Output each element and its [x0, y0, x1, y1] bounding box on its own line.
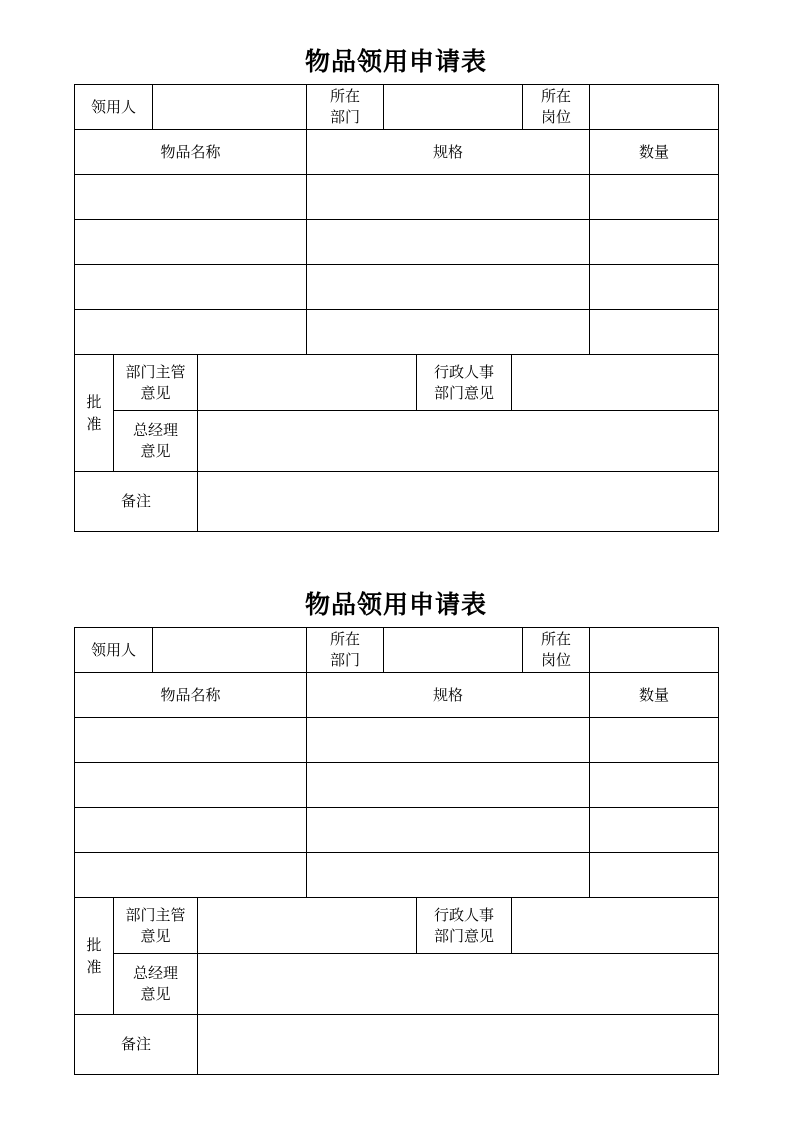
item-row [75, 763, 719, 808]
gm-opinion-label: 总经理 意见 [114, 411, 198, 472]
column-header-item-name: 物品名称 [75, 130, 307, 175]
item-spec-cell[interactable] [307, 220, 590, 265]
remarks-label: 备注 [75, 472, 198, 532]
approval-label: 批 准 [75, 898, 114, 1015]
column-header-qty: 数量 [590, 673, 719, 718]
item-qty-cell[interactable] [590, 763, 719, 808]
position-field[interactable] [590, 628, 719, 673]
item-name-cell[interactable] [75, 853, 307, 898]
item-name-cell[interactable] [75, 265, 307, 310]
item-spec-cell[interactable] [307, 808, 590, 853]
applicant-label: 领用人 [75, 85, 153, 130]
position-label: 所在 岗位 [523, 85, 590, 130]
item-row [75, 265, 719, 310]
item-name-cell[interactable] [75, 763, 307, 808]
item-row [75, 220, 719, 265]
item-name-cell[interactable] [75, 175, 307, 220]
position-field[interactable] [590, 85, 719, 130]
item-spec-cell[interactable] [307, 763, 590, 808]
item-qty-cell[interactable] [590, 808, 719, 853]
form-title: 物品领用申请表 [304, 590, 487, 619]
column-header-spec: 规格 [307, 130, 590, 175]
item-name-cell[interactable] [75, 220, 307, 265]
item-name-cell[interactable] [75, 310, 307, 355]
admin-hr-opinion-field[interactable] [512, 355, 719, 411]
admin-hr-opinion-field[interactable] [512, 898, 719, 954]
column-header-item-name: 物品名称 [75, 673, 307, 718]
item-row [75, 718, 719, 763]
item-spec-cell[interactable] [307, 265, 590, 310]
item-row [75, 175, 719, 220]
dept-head-opinion-field[interactable] [198, 355, 417, 411]
department-field[interactable] [384, 85, 523, 130]
item-qty-cell[interactable] [590, 220, 719, 265]
item-spec-cell[interactable] [307, 853, 590, 898]
requisition-form-2 [74, 583, 718, 1075]
department-label: 所在 部门 [307, 628, 384, 673]
item-row [75, 853, 719, 898]
item-spec-cell[interactable] [307, 175, 590, 220]
admin-hr-opinion-label: 行政人事 部门意见 [417, 898, 512, 954]
item-name-cell[interactable] [75, 718, 307, 763]
department-field[interactable] [384, 628, 523, 673]
item-qty-cell[interactable] [590, 265, 719, 310]
gm-opinion-field[interactable] [198, 411, 719, 472]
item-qty-cell[interactable] [590, 718, 719, 763]
item-spec-cell[interactable] [307, 718, 590, 763]
applicant-field[interactable] [153, 85, 307, 130]
dept-head-opinion-label: 部门主管 意见 [114, 355, 198, 411]
admin-hr-opinion-label: 行政人事 部门意见 [417, 355, 512, 411]
dept-head-opinion-field[interactable] [198, 898, 417, 954]
position-label: 所在 岗位 [523, 628, 590, 673]
item-row [75, 310, 719, 355]
item-qty-cell[interactable] [590, 310, 719, 355]
gm-opinion-label: 总经理 意见 [114, 954, 198, 1015]
remarks-label: 备注 [75, 1015, 198, 1075]
item-qty-cell[interactable] [590, 853, 719, 898]
form-title: 物品领用申请表 [304, 47, 487, 76]
requisition-table [74, 84, 719, 532]
applicant-label: 领用人 [75, 628, 153, 673]
item-row [75, 808, 719, 853]
column-header-spec: 规格 [307, 673, 590, 718]
requisition-form-1 [74, 40, 718, 532]
requisition-table [74, 627, 719, 1075]
item-name-cell[interactable] [75, 808, 307, 853]
remarks-field[interactable] [198, 1015, 719, 1075]
remarks-field[interactable] [198, 472, 719, 532]
department-label: 所在 部门 [307, 85, 384, 130]
applicant-field[interactable] [153, 628, 307, 673]
column-header-qty: 数量 [590, 130, 719, 175]
gm-opinion-field[interactable] [198, 954, 719, 1015]
approval-label: 批 准 [75, 355, 114, 472]
dept-head-opinion-label: 部门主管 意见 [114, 898, 198, 954]
item-spec-cell[interactable] [307, 310, 590, 355]
item-qty-cell[interactable] [590, 175, 719, 220]
